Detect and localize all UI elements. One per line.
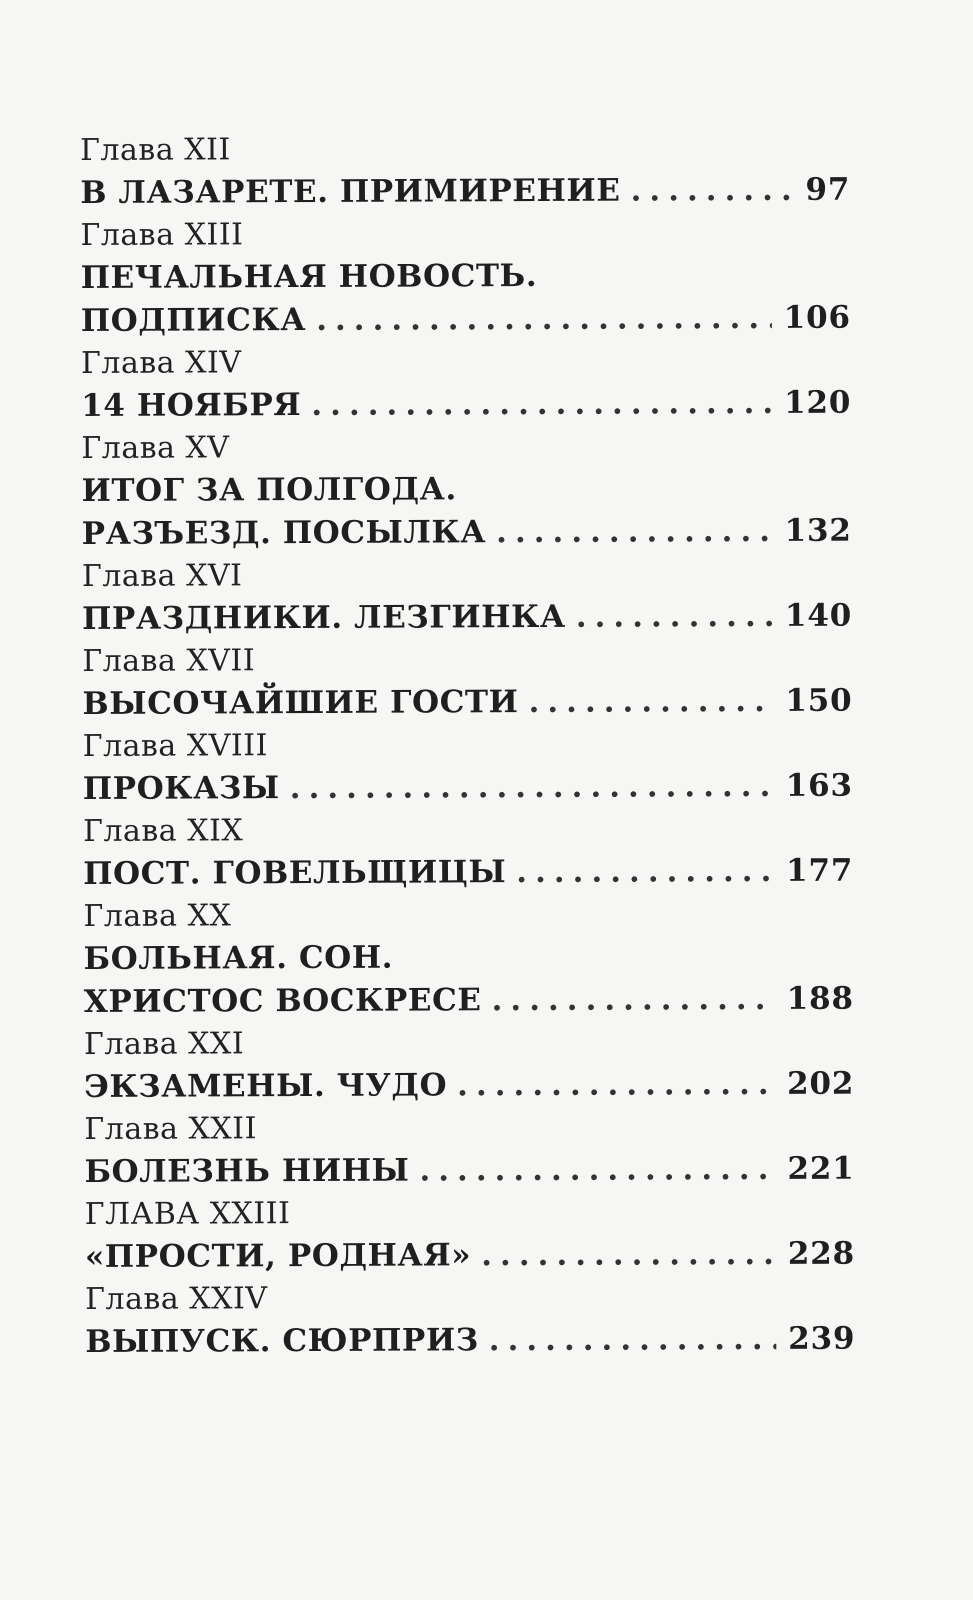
dot-leader	[576, 595, 773, 639]
chapter-title: ПОДПИСКА	[80, 302, 307, 339]
toc-title-row	[81, 382, 851, 428]
page-number: 163	[785, 767, 853, 804]
toc-title-row	[84, 1148, 854, 1194]
chapter-label: Глава XV	[81, 430, 230, 466]
chapter-label: Глава XIX	[82, 813, 244, 849]
dot-leader	[481, 1233, 776, 1277]
page-number: 188	[786, 980, 854, 1017]
chapter-title: ПОСТ. ГОВЕЛЬЩИЦЫ	[83, 854, 507, 892]
page-number: 97	[805, 171, 851, 208]
chapter-title: ПРОКАЗЫ	[82, 770, 280, 807]
chapter-label: Глава XII	[80, 132, 231, 168]
page-number: 132	[784, 512, 852, 549]
table-of-contents	[80, 127, 855, 1364]
chapter-label: Глава XIV	[80, 345, 242, 381]
chapter-title-line: БОЛЬНАЯ. СОН.	[83, 939, 394, 977]
chapter-label: ГЛАВА XXIII	[84, 1196, 291, 1232]
toc-title-row	[81, 297, 851, 343]
chapter-title: РАЗЪЕЗД. ПОСЫЛКА	[81, 514, 487, 552]
toc-entry	[83, 893, 854, 1024]
chapter-title: 14 НОЯБРЯ	[81, 387, 302, 424]
toc-entry	[85, 1191, 855, 1279]
toc-title-row	[85, 1233, 855, 1279]
toc-title-row	[82, 595, 852, 641]
dot-leader	[311, 382, 772, 427]
toc-entry	[82, 638, 852, 726]
toc-entry	[84, 1021, 854, 1109]
chapter-label: Глава XXIV	[85, 1281, 268, 1317]
chapter-title: «ПРОСТИ, РОДНАЯ»	[84, 1237, 472, 1275]
toc-title-row	[80, 169, 850, 215]
dot-leader	[489, 1318, 777, 1362]
page-number: 140	[784, 597, 853, 634]
chapter-title: ХРИСТОС ВОСКРЕСЕ	[83, 982, 482, 1020]
chapter-title: ВЫПУСК. СЮРПРИЗ	[85, 1322, 479, 1360]
toc-entry	[81, 425, 852, 556]
page-number: 228	[787, 1235, 855, 1272]
toc-title-row	[82, 680, 852, 726]
toc-title-row	[84, 1063, 854, 1109]
toc-title-row	[82, 510, 852, 556]
toc-entry	[84, 1106, 854, 1194]
toc-entry	[82, 553, 852, 641]
chapter-label: Глава XXI	[83, 1026, 245, 1062]
dot-leader	[528, 680, 773, 724]
chapter-title: ПРАЗДНИКИ. ЛЕЗГИНКА	[82, 598, 566, 637]
dot-leader	[457, 1063, 775, 1107]
chapter-title: ЭКЗАМЕНЫ. ЧУДО	[84, 1067, 448, 1105]
chapter-title: БОЛЕЗНЬ НИНЫ	[84, 1152, 410, 1190]
chapter-label: Глава XIII	[80, 217, 244, 253]
page-number: 221	[787, 1150, 855, 1187]
toc-entry	[85, 1276, 855, 1364]
chapter-label: Глава XX	[83, 898, 232, 934]
page-number: 239	[788, 1320, 856, 1357]
dot-leader	[496, 510, 773, 554]
dot-leader	[491, 978, 774, 1022]
chapter-title: В ЛАЗАРЕТЕ. ПРИМИРЕНИЕ	[80, 172, 621, 211]
toc-entry	[83, 723, 853, 811]
toc-entry	[80, 212, 851, 343]
dot-leader	[419, 1148, 775, 1193]
toc-title-row	[85, 1318, 855, 1364]
toc-entry	[80, 127, 850, 215]
chapter-label: Глава XVII	[82, 643, 256, 679]
dot-leader	[516, 850, 774, 894]
page-number: 106	[783, 299, 851, 336]
dot-leader	[290, 765, 774, 810]
toc-entry	[81, 340, 851, 428]
chapter-title: ВЫСОЧАЙШИЕ ГОСТИ	[82, 684, 519, 722]
toc-title-row	[84, 978, 854, 1024]
chapter-title-line: ПЕЧАЛЬНАЯ НОВОСТЬ.	[80, 258, 538, 296]
chapter-title-line: ИТОГ ЗА ПОЛГОДА.	[81, 471, 457, 509]
chapter-label: Глава XVIII	[82, 728, 268, 764]
page-number: 150	[785, 682, 853, 719]
dot-leader	[316, 297, 772, 342]
toc-entry	[83, 808, 853, 896]
page-number: 177	[786, 852, 854, 889]
chapter-label: Глава XVI	[81, 558, 243, 594]
dot-leader	[630, 169, 793, 213]
page-number: 120	[783, 384, 852, 421]
toc-title-row	[83, 765, 853, 811]
page-number: 202	[786, 1065, 855, 1102]
toc-title-row	[83, 850, 853, 896]
chapter-label: Глава XXII	[84, 1111, 257, 1147]
